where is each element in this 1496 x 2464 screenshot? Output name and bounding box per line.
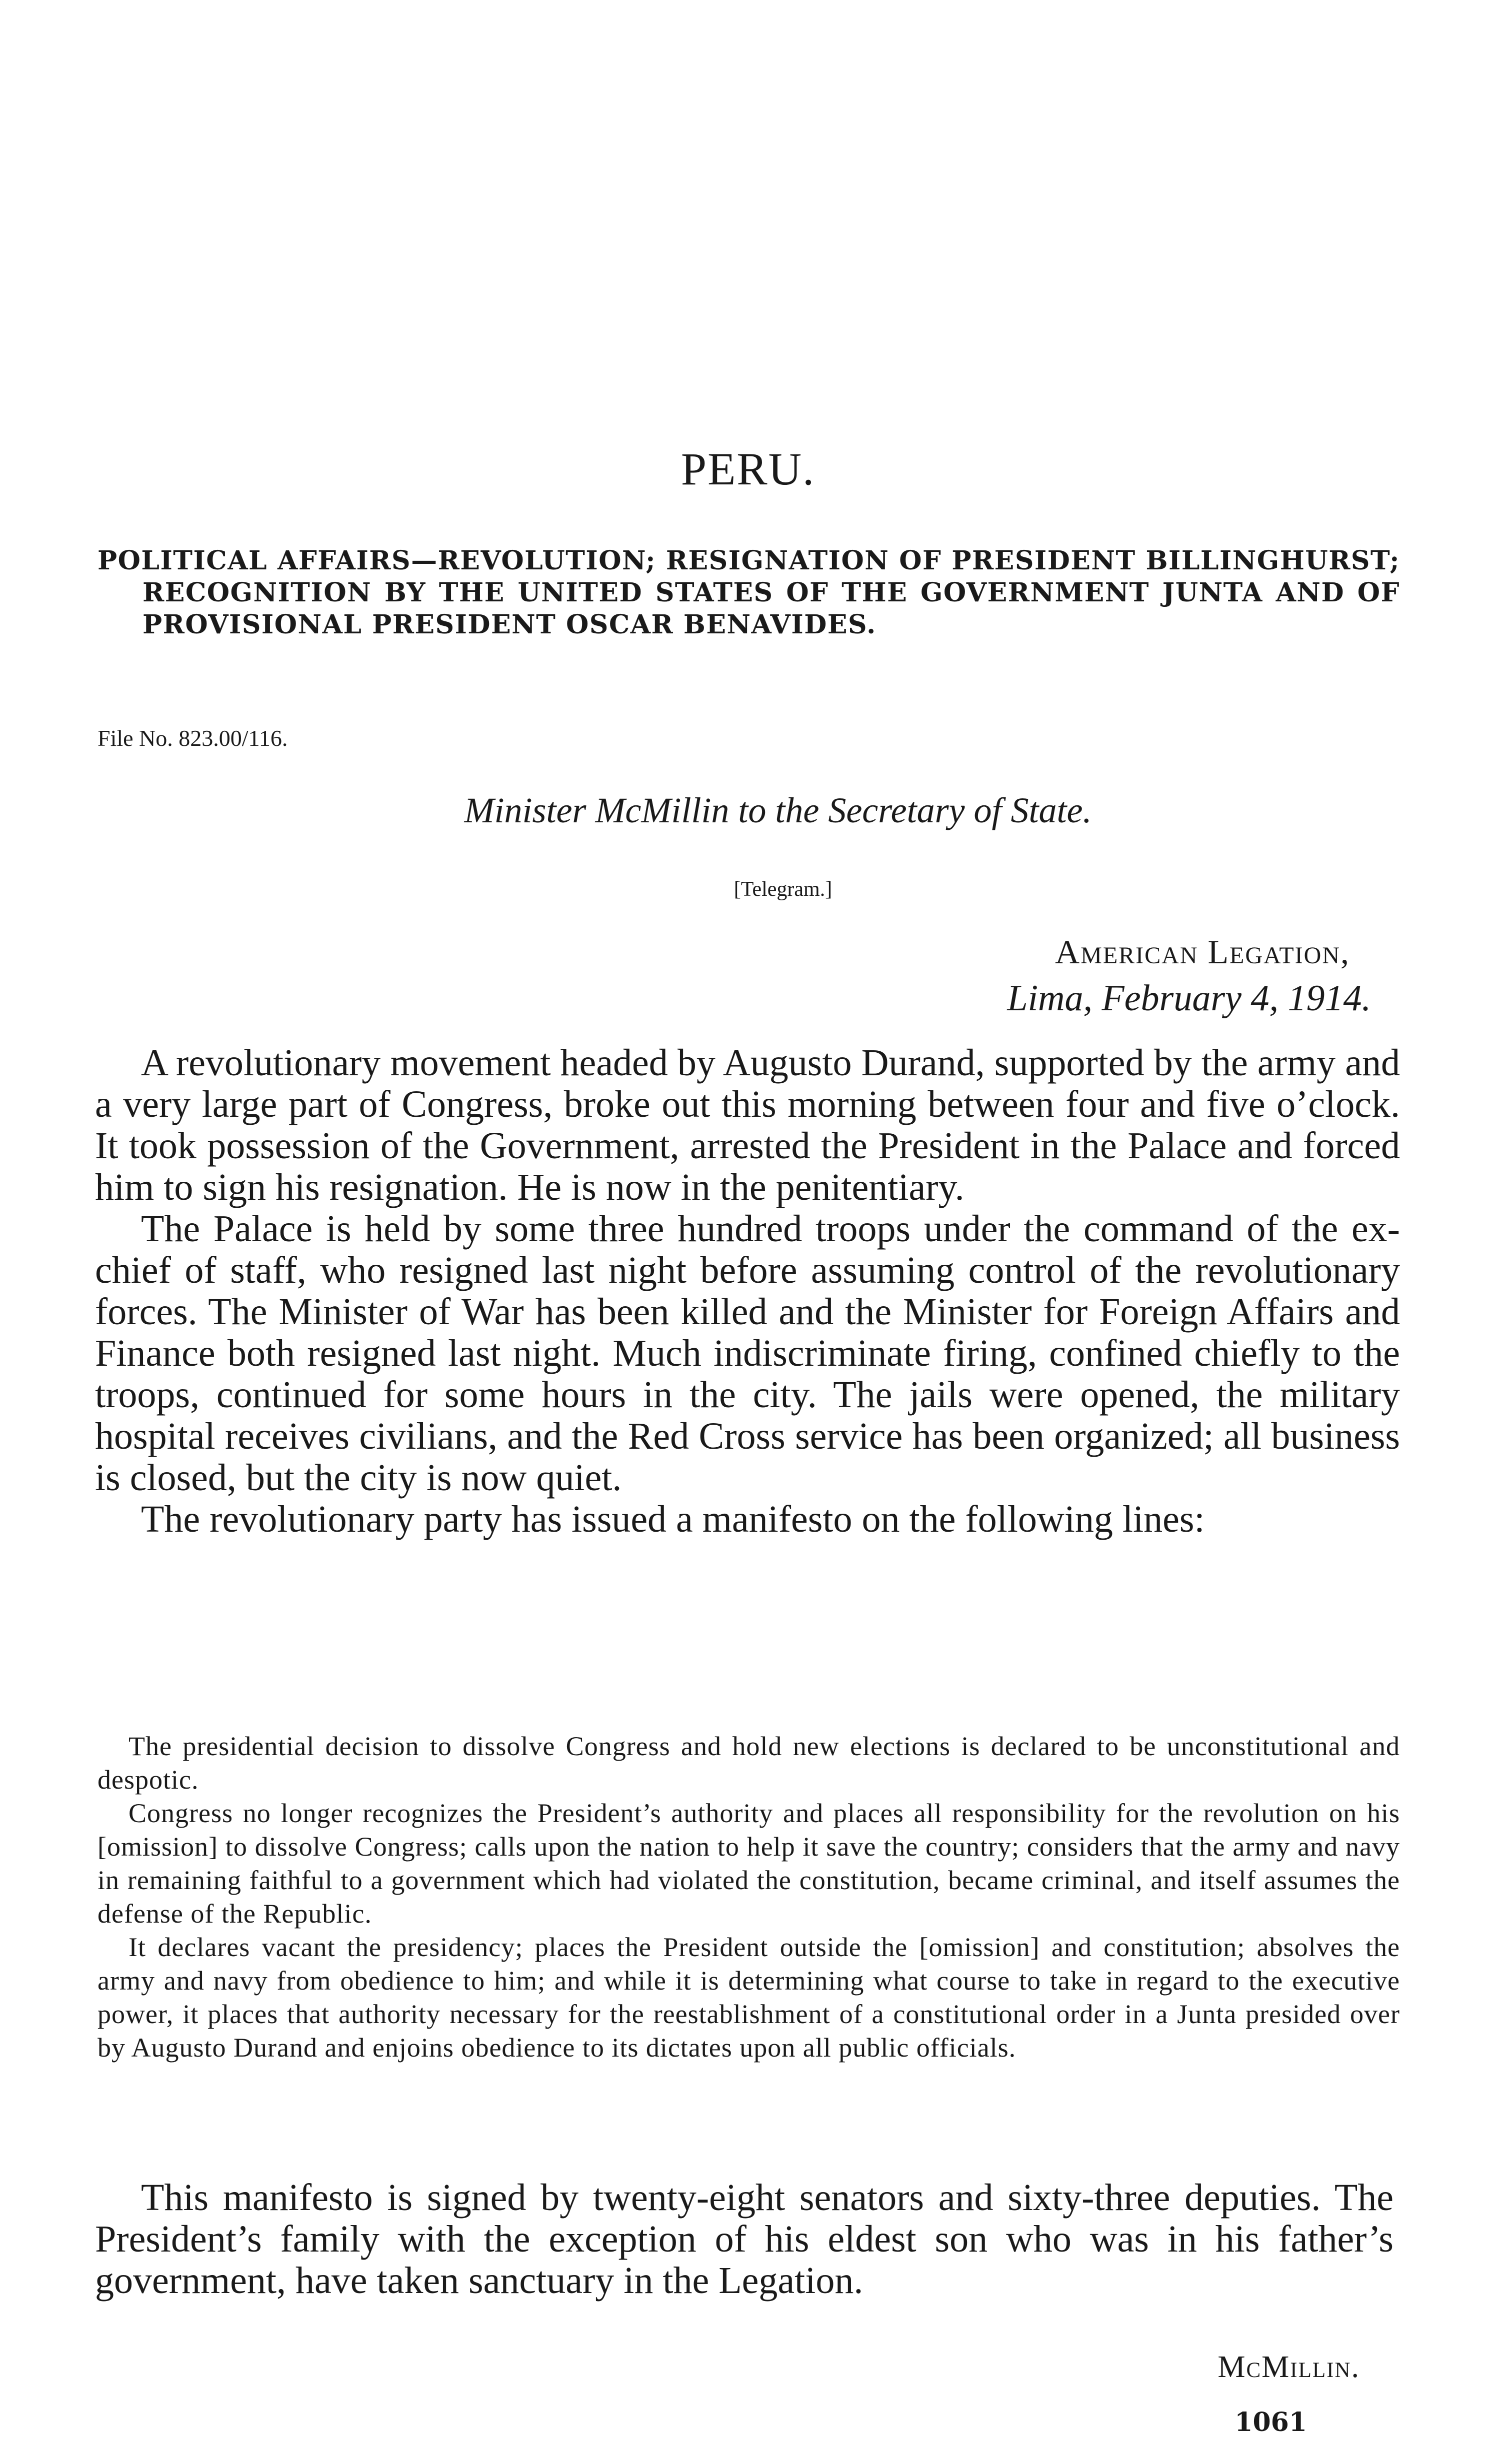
manifesto-paragraph: The presidential decision to dissolve Congress and hold new elections is declared to be unconstitutional and despotic. (98, 1731, 1400, 1795)
telegram-label: [Telegram.] (734, 878, 832, 901)
correspondence-title: Minister McMillin to the Secretary of State. (464, 790, 1092, 830)
file-number: File No. 823.00/116. (98, 725, 288, 751)
manifesto-quote (98, 1730, 1400, 2065)
body-paragraph: The Palace is held by some three hundred troops under the command of the ex-chief of staff, who resigned last night before assuming control of the revolutionary forces. The Minister of War has been killed and the Minister for Foreign Affairs and Finance both resigned last night. Much indiscriminate firing, confined chiefly to the troops, continued for some hours in the city. The jails were opened, the military hospital receives civilians, and the Red Cross service has been organized; all business is closed, but the city is now quiet. (95, 1208, 1400, 1499)
sender-date: Lima, February 4, 1914. (1007, 978, 1371, 1019)
manifesto-paragraph: It declares vacant the presidency; places the President outside the [omission] and constitution; absolves the army and navy from obedience to him; and while it is determining what course to take in regard to the executive power, it places that authority necessary for the reestablishment of a constitutional order in a Junta presided over by Augusto Durand and enjoins obedience to its dictates upon all public officials. (98, 1932, 1400, 2063)
body-text (95, 1042, 1400, 1540)
sender-place: American Legation, (1055, 933, 1350, 971)
body-paragraph: A revolutionary movement headed by Augusto Durand, supported by the army and a very large part of Congress, broke out this morning between four and five o’clock. It took possession of the Government, arrested the President in the Palace and forced him to sign his resignation. He is now in the penitentiary. (95, 1042, 1400, 1208)
country-title: PERU. (680, 443, 816, 494)
closing-paragraph: This manifesto is signed by twenty-eight senators and sixty-three deputies. The President’s family with the exception of his eldest son who was in his father’s government, have taken sanctuary in the Legation. (95, 2177, 1394, 2302)
manifesto-paragraph: Congress no longer recognizes the President’s authority and places all responsibility for the revolution on his [omission] to dissolve Congress; calls upon the nation to help it save the country; considers that the army and navy in remaining faithful to a government which had violated the constitution, became criminal, and itself assumes the defense of the Republic. (98, 1798, 1400, 1929)
signature: McMillin. (1218, 2350, 1360, 2384)
page-number: 1061 (1234, 2407, 1307, 2438)
section-heading: POLITICAL AFFAIRS—REVOLUTION; RESIGNATION OF PRESIDENT BILLINGHURST; RECOGNITION BY THE UNITED STATES OF THE GOVERNMENT JUNTA AND OF PROVISIONAL PRESIDENT OSCAR BENAVIDES. (98, 545, 1400, 640)
closing-text (95, 2177, 1394, 2302)
body-paragraph: The revolutionary party has issued a manifesto on the following lines: (141, 1498, 1205, 1540)
